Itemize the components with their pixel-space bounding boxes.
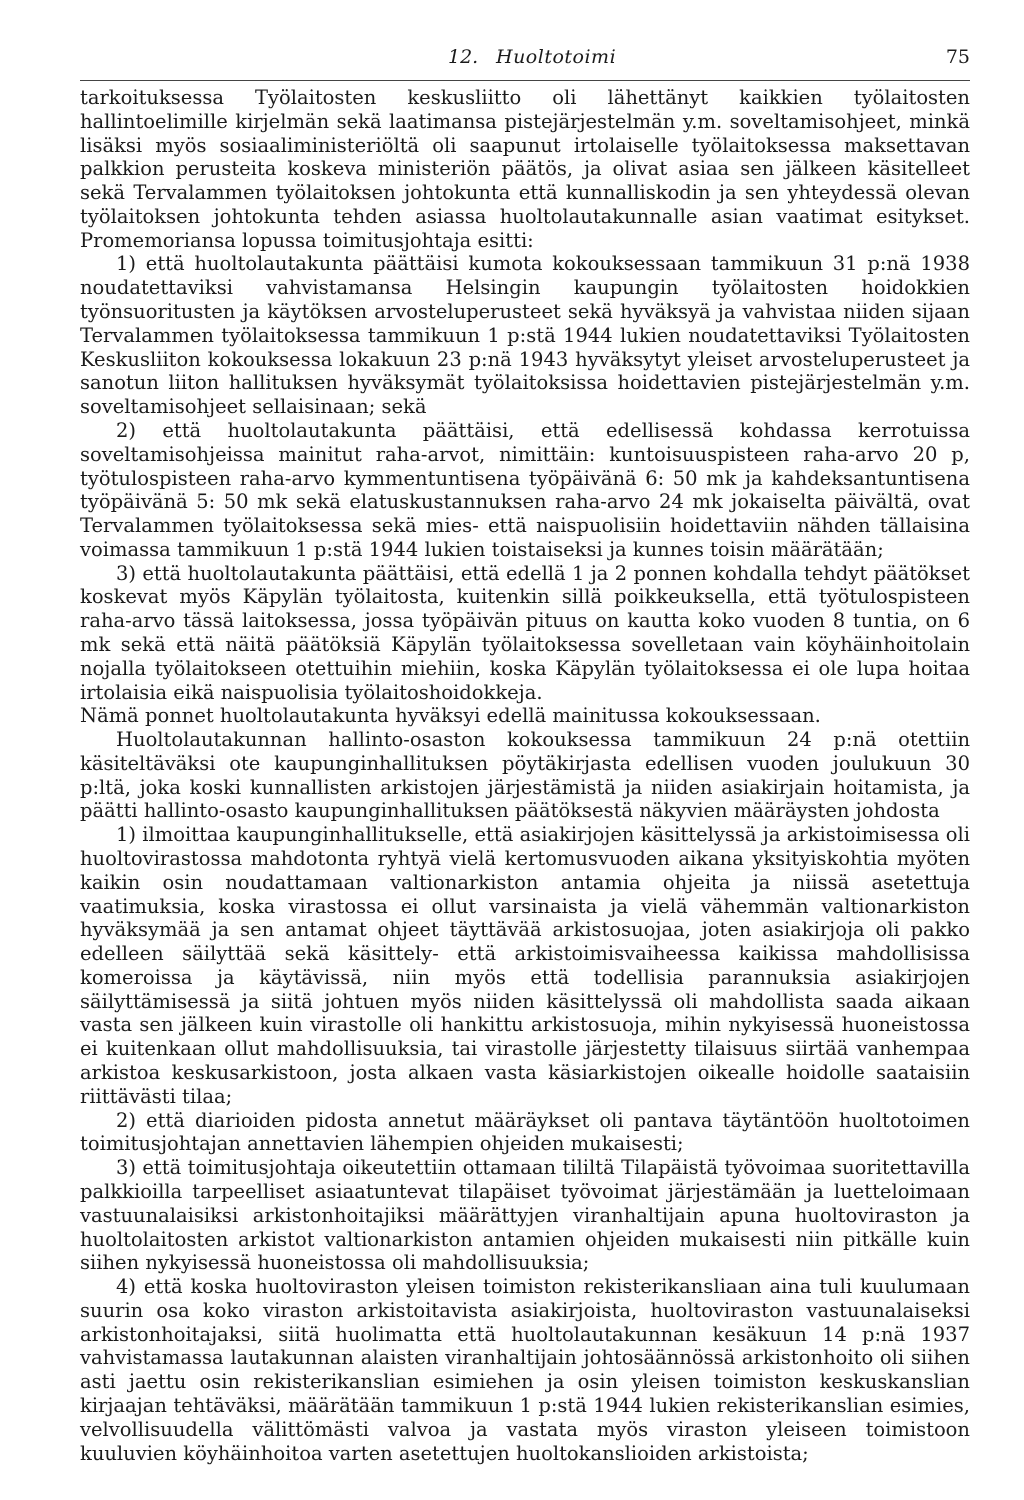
decision-item-4: 4) että koska huoltoviraston yleisen toimiston rekisterikansliaan aina tuli kuulumaan suurin osa koko viraston arkistoitavista asiakirjoista, huoltoviraston vastuunalaiseksi arkistonhoitajaksi, siitä huolimatta että huoltolautakunnan kesäkuun 14 p:nä 1937 vahvistamassa lautakunnan alaisten viranhaltijain johtosäännössä arkistonhoito oli siihen asti jaettu osin rekisterikanslian esimiehen ja osin yleisen toimiston keskuskanslian kirjaajan tehtäväksi, määrätään tammikuun 1 p:stä 1944 lukien rekisterikanslian esimies, velvollisuudella välittömästi valvoa ja vastata myös viraston yleiseen toimistoon kuuluvien köyhäinhoitoa varten asetettujen huoltokanslioiden arkistoista; xyxy=(80,1275,970,1465)
running-head xyxy=(80,44,970,76)
page-number: 75 xyxy=(945,46,970,68)
paragraph-continuation: tarkoituksessa Työlaitosten keskusliitto oli lähettänyt kaikkien työlaitosten hallintoelimille kirjelmän sekä laatimansa pistejärjestelmän y.m. soveltamisohjeet, minkä lisäksi myös sosiaaliministeriöltä oli saapunut irtolaiselle työlaitoksessa maksettavan palkkion perusteita koskeva ministeriön päätös, ja olivat asiaa sen jälkeen käsitelleet sekä Tervalammen työlaitoksen johtokunta että kunnalliskodin ja sen yhteydessä olevan työlaitoksen johtokunta tehden asiassa huoltolautakunnalle asian vaatimat esitykset. Promemoriansa lopussa toimitusjohtaja esitti: xyxy=(80,86,970,252)
decision-item-3: 3) että toimitusjohtaja oikeutettiin ottamaan tililtä Tilapäistä työvoimaa suoritettavilla palkkioilla tarpeelliset asiaatuntevat tilapäiset työvoimat järjestämään ja luetteloimaan vastuunalaisiksi arkistonhoitajiksi määrättyjen viranhaltijain apuna huoltoviraston ja huoltolaitosten arkistot valtionarkiston antamien ohjeiden mukaisesti niin pitkälle kuin siihen nykyisessä huoneistossa oli mahdollisuuksia; xyxy=(80,1156,970,1275)
proposal-item-1: 1) että huoltolautakunta päättäisi kumota kokouksessaan tammikuun 31 p:nä 1938 noudatettaviksi vahvistamansa Helsingin kaupungin työlaitosten hoidokkien työnsuoritusten ja käytöksen arvosteluperusteet sekä hyväksyä ja vahvistaa niiden sijaan Tervalammen työlaitoksessa tammikuun 1 p:stä 1944 lukien noudatettaviksi Työlaitosten Keskusliiton kokouksessa lokakuun 23 p:nä 1943 hyväksytyt yleiset arvosteluperusteet ja sanotun liiton hallituksen hyväksymät työlaitoksissa hoidettavien pistejärjestelmän y.m. soveltamisohjeet sellaisinaan; sekä xyxy=(80,252,970,419)
header-rule xyxy=(80,80,970,81)
paragraph-approval: Nämä ponnet huoltolautakunta hyväksyi edellä mainitussa kokouksessaan. xyxy=(80,704,821,728)
paragraph-archives: Huoltolautakunnan hallinto-osaston kokouksessa tammikuun 24 p:nä otettiin käsiteltäväksi ote kaupunginhallituksen pöytäkirjasta edellisen vuoden joulukuun 30 p:ltä, joka koski kunnallisten arkistojen järjestämistä ja niiden asiakirjain hoitamista, ja päätti hallinto-osasto kaupunginhallituksen päätöksestä näkyvien määräysten johdosta xyxy=(80,728,970,823)
chapter-title: Huoltotoimi xyxy=(496,46,617,68)
decision-item-2: 2) että diarioiden pidosta annetut määräykset oli pantava täytäntöön huoltotoimen toimitusjohtajan annettavien lähempien ohjeiden mukaisesti; xyxy=(80,1108,970,1156)
proposal-item-2: 2) että huoltolautakunta päättäisi, että edellisessä kohdassa kerrotuissa soveltamisohjeissa mainitut raha-arvot, nimittäin: kuntoisuuspisteen raha-arvo 20 p, työtulospisteen raha-arvo kymmentuntisena työpäivänä 6: 50 mk ja kahdeksantuntisena työpäivänä 5: 50 mk sekä elatuskustannuksen raha-arvo 24 mk jokaiselta päivältä, ovat Tervalammen työlaitoksessa sekä mies- että naispuolisiin hoidettaviin nähden tällaisina voimassa tammikuun 1 p:stä 1944 lukien toistaiseksi ja kunnes toisin määrätään; xyxy=(80,418,970,561)
body-text xyxy=(80,86,970,1465)
proposal-item-3: 3) että huoltolautakunta päättäisi, että edellä 1 ja 2 ponnen kohdalla tehdyt päätökset koskevat myös Käpylän työlaitosta, kuitenkin sillä poikkeuksella, että työtulospisteen raha-arvo tässä laitoksessa, jossa työpäivän pituus on kautta koko vuoden 8 tuntia, on 6 mk sekä että näitä päätöksiä Käpylän työlaitoksessa sovelletaan vain köyhäinhoitolain nojalla työlaitokseen otettuihin miehiin, koska Käpylän työlaitoksessa ei ole lupa hoitaa irtolaisia eikä naispuolisia työlaitoshoidokkeja. xyxy=(80,561,970,704)
chapter-number: 12. xyxy=(448,46,479,68)
decision-item-1: 1) ilmoittaa kaupunginhallitukselle, että asiakirjojen käsittelyssä ja arkistoimisessa oli huoltovirastossa mahdotonta ryhtyä vielä kertomusvuoden aikana yksityiskohtia myöten kaikin osin noudattamaan valtionarkiston antamia ohjeita ja niissä asetettuja vaatimuksia, koska virastossa ei ollut varsinaista ja vielä vähemmän valtionarkiston hyväksymää ja sen antamat ohjeet täyttävää arkistosuojaa, joten asiakirjoja oli pakko edelleen säilyttää sekä käsittely- että arkistoimisvaiheessa kaikissa mahdollisissa komeroissa ja käytävissä, niin myös että todellisia parannuksia asiakirjojen säilyttämisessä ja siitä johtuen myös niiden käsittelyssä oli mahdollista saada aikaan vasta sen jälkeen kuin virastolle oli hankittu arkistosuoja, mihin nykyisessä huoneistossa ei kuitenkaan ollut mahdollisuuksia, tai virastolle järjestetty tilaisuus siirtää vanhempaa arkistoa keskusarkistoon, josta alkaen vasta käsiarkistojen oikealle hoidolle saataisiin riittävästi tilaa; xyxy=(80,823,970,1108)
